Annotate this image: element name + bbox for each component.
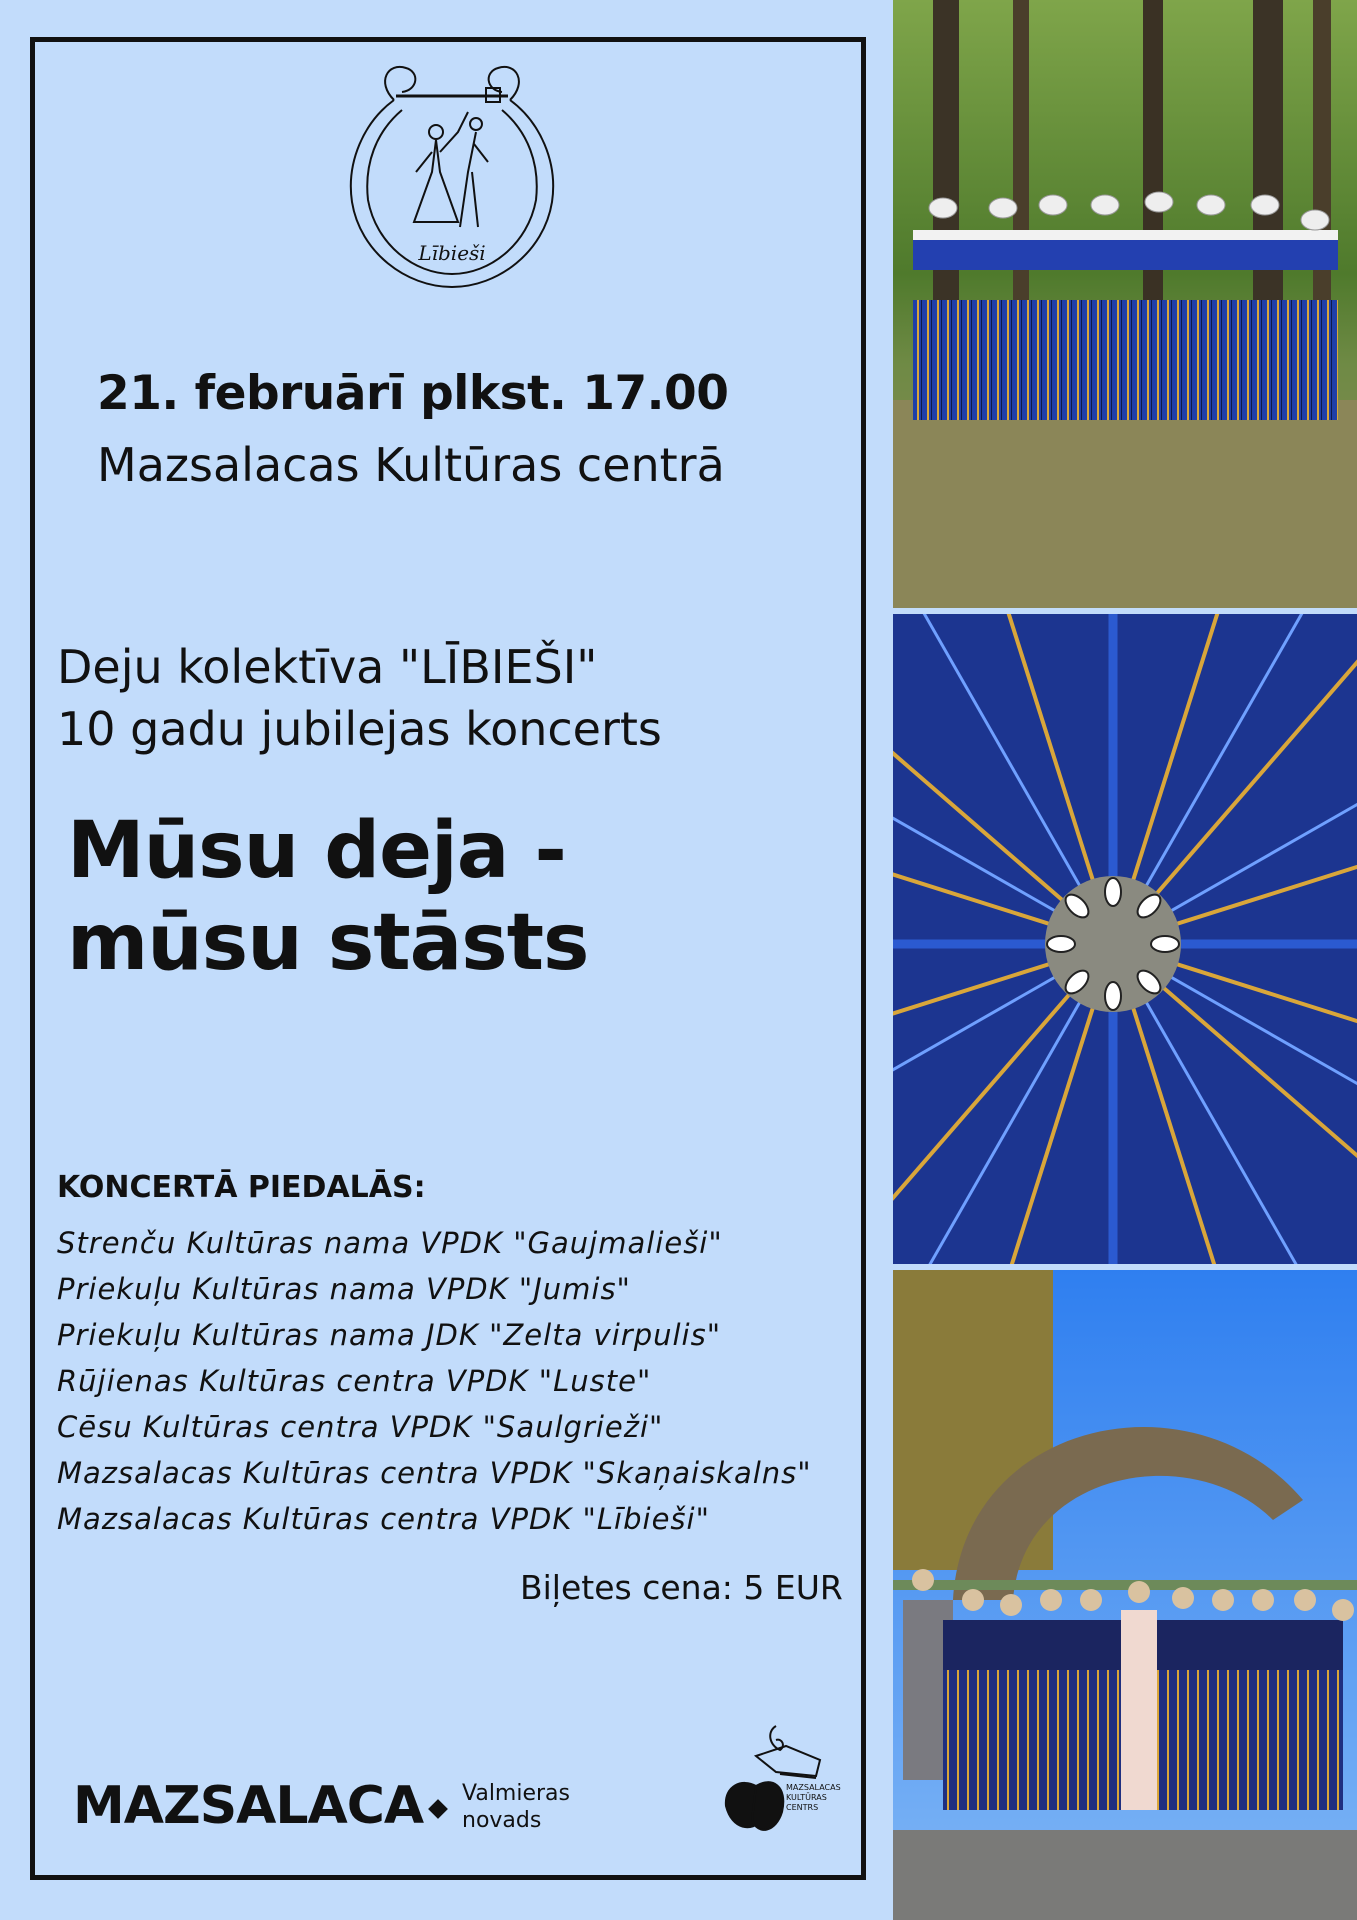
mazsalaca-brand	[73, 1776, 445, 1836]
culture-centre-logo	[716, 1716, 844, 1846]
dancers-in-forest-photo	[893, 0, 1357, 608]
svg-text:MAZSALACAS: MAZSALACAS	[786, 1783, 841, 1792]
photo-column	[893, 0, 1357, 1920]
event-subtitle-line2: 10 gadu jubilejas koncerts	[57, 702, 662, 756]
region-line1: Valmieras	[462, 1781, 571, 1806]
concert-title	[67, 805, 588, 989]
svg-text:CENTRS: CENTRS	[786, 1803, 819, 1812]
event-subtitle-line1: Deju kolektīva "LĪBIEŠI"	[57, 640, 598, 694]
participant-item: Cēsu Kultūras centra VPDK "Saulgrieži"	[57, 1410, 664, 1444]
brand-dot-icon	[428, 1799, 448, 1819]
participant-item: Mazsalacas Kultūras centra VPDK "Skaņaiskalns"	[57, 1456, 812, 1490]
logo-text: Lībieši	[418, 241, 486, 265]
region-line2: novads	[462, 1808, 542, 1833]
participant-item: Rūjienas Kultūras centra VPDK "Luste"	[57, 1364, 652, 1398]
concert-title-line2: mūsu stāsts	[67, 898, 589, 988]
participants-list	[57, 1220, 812, 1542]
participant-item: Priekuļu Kultūras nama VPDK "Jumis"	[57, 1272, 631, 1306]
ticket-price: Biļetes cena: 5 EUR	[520, 1568, 843, 1607]
svg-text:KULTŪRAS: KULTŪRAS	[786, 1793, 827, 1802]
concert-title-line1: Mūsu deja -	[67, 806, 566, 896]
region-label	[462, 1780, 570, 1834]
event-date-time: 21. februārī plkst. 17.00	[97, 366, 729, 421]
participant-item: Strenču Kultūras nama VPDK "Gaujmalieši"	[57, 1226, 723, 1260]
participant-item: Priekuļu Kultūras nama JDK "Zelta virpulis"	[57, 1318, 722, 1352]
group-at-monument-photo	[893, 1270, 1357, 1920]
event-venue: Mazsalacas Kultūras centrā	[97, 438, 725, 492]
brand-text: MAZSALACA	[73, 1776, 424, 1836]
participants-heading: KONCERTĀ PIEDALĀS:	[57, 1170, 426, 1205]
skirts-circle-photo	[893, 614, 1357, 1264]
libiesi-logo	[336, 52, 568, 302]
participant-item: Mazsalacas Kultūras centra VPDK "Lībieši"	[57, 1502, 710, 1536]
